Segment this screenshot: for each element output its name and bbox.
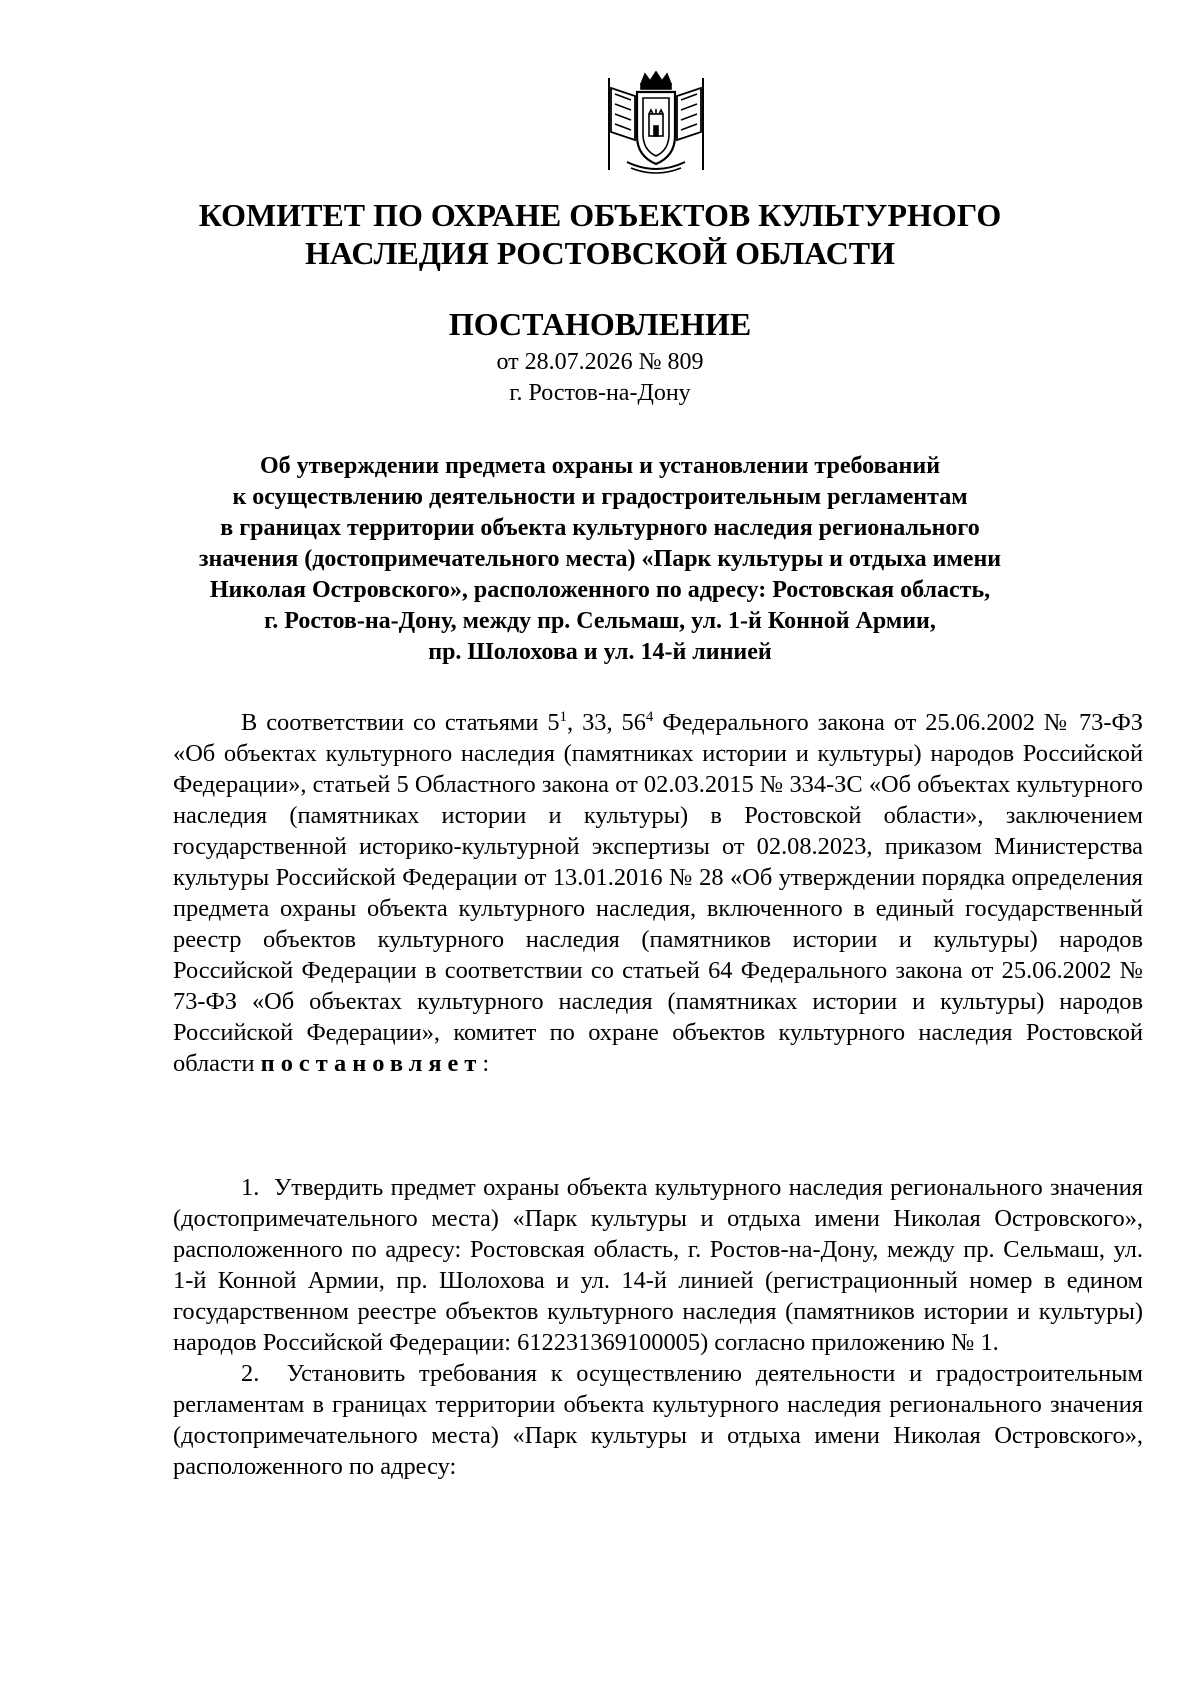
issuing-authority <box>150 196 1050 272</box>
preamble-paragraph <box>173 707 1143 1079</box>
preamble-text: В соответствии со статьями 5 <box>241 709 560 736</box>
resolution-items <box>173 1172 1143 1482</box>
subject-line: в границах территории объекта культурного наследия регионального <box>220 515 980 541</box>
subject-line: к осуществлению деятельности и градостроительным регламентам <box>232 484 968 510</box>
preamble-text: , 33, 56 <box>567 709 646 736</box>
superscript: 4 <box>645 708 654 725</box>
decree-word: постановляет <box>260 1050 483 1077</box>
date-number: от 28.07.2026 № 809 <box>496 349 704 375</box>
subject-line: значения (достопримечательного места) «Парк культуры и отдыха имени <box>198 546 1002 572</box>
preamble-text: Федерального закона от 25.06.2002 № 73-ФЗ «Об объектах культурного наследия (памятниках истории и культуры) народов Российской Федерации», статьей 5 Областного закона от 02.03.2015 № 334-ЗС «Об объектах культурного наследия (памятниках истории и культуры) в Ростовской области», заключением государственной историко-культурной экспертизы от 02.08.2023, приказом Министерства культуры Российской Федерации от 13.01.2016 № 28 «Об утверждении порядка определения предмета охраны объекта культурного наследия, включенного в единый государственный реестр объектов культурного наследия (памятников истории и культуры) народов Российской Федерации в соответствии со статьей 64 Федерального закона от 25.06.2002 № 73-ФЗ «Об объектах культурного наследия (памятниках истории и культуры) народов Российской Федерации», комитет по охране объектов культурного наследия Ростовской области <box>173 709 1143 1077</box>
city: г. Ростов-на-Дону <box>509 380 691 406</box>
subject-line: пр. Шолохова и ул. 14-й линией <box>428 639 772 665</box>
subject-line: г. Ростов-на-Дону, между пр. Сельмаш, ул. 1-й Конной Армии, <box>264 608 936 634</box>
preamble <box>173 707 1143 1079</box>
document-subject <box>150 451 1050 668</box>
preamble-text: : <box>482 1050 490 1077</box>
authority-line: НАСЛЕДИЯ РОСТОВСКОЙ ОБЛАСТИ <box>304 235 896 271</box>
resolution-item: 2. Установить требования к осуществлению деятельности и градостроительным регламентам в границах территории объекта культурного наследия регионального значения (достопримечательного места) «Парк культуры и отдыха имени Николая Островского», расположенного по адресу: <box>173 1360 1143 1480</box>
authority-line: КОМИТЕТ ПО ОХРАНЕ ОБЪЕКТОВ КУЛЬТУРНОГО <box>198 197 1002 233</box>
rostov-oblast-coat-of-arms-icon <box>601 70 711 176</box>
subject-line: Николая Островского», расположенного по адресу: Ростовская область, <box>209 577 991 603</box>
document-type: ПОСТАНОВЛЕНИЕ <box>448 306 752 342</box>
document-meta <box>150 347 1050 409</box>
subject-line: Об утверждении предмета охраны и установлении требований <box>259 453 941 479</box>
superscript: 1 <box>559 708 568 725</box>
resolution-item: 1. Утвердить предмет охраны объекта культурного наследия регионального значения (достопримечательного места) «Парк культуры и отдыха имени Николая Островского», расположенного по адресу: Ростовская область, г. Ростов-на-Дону, между пр. Сельмаш, ул. 1-й Конной Армии, пр. Шолохова и ул. 14-й линией (регистрационный номер в едином государственном реестре объектов культурного наследия (памятников истории и культуры) народов Российской Федерации: 612231369100005) согласно приложению № 1. <box>173 1174 1143 1356</box>
